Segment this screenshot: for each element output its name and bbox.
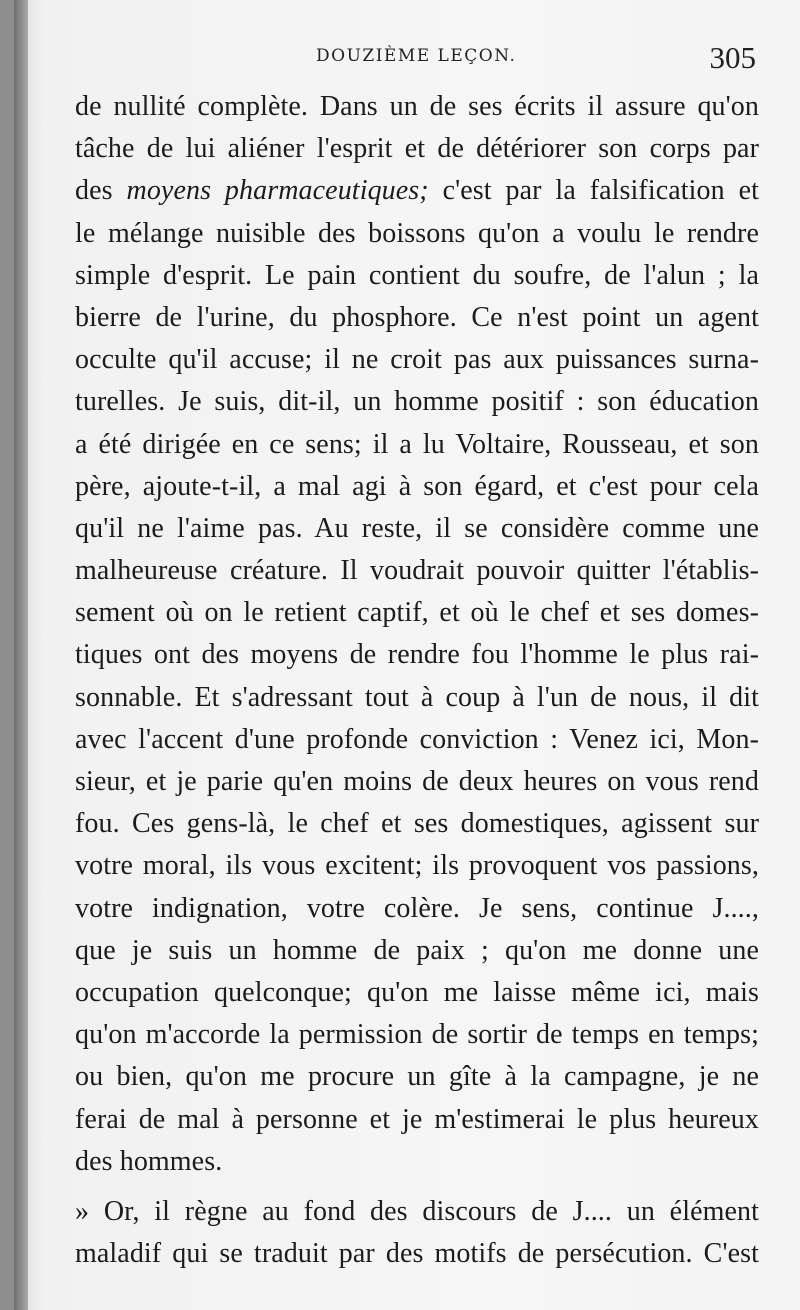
page-number: 305: [709, 40, 756, 75]
text-line: votre moral, ils vous excitent; ils provoquent vos passions,: [75, 850, 759, 882]
italic-phrase: moyens pharmaceutiques;: [126, 175, 429, 207]
text-line: sonnable. Et s'adressant tout à coup à l'un de nous, il dit: [75, 681, 759, 713]
text-line: que je suis un homme de paix ; qu'on me donne une: [75, 934, 759, 966]
page-gutter-shadow: [14, 0, 28, 1310]
text-line: ou bien, qu'on me procure un gîte à la campagne, je ne: [75, 1061, 759, 1093]
text-line: qu'il ne l'aime pas. Au reste, il se considère comme une: [75, 512, 759, 544]
text-line: de nullité complète. Dans un de ses écrits il assure qu'on: [75, 91, 759, 122]
body-text: [75, 86, 759, 1275]
text-line: malheureuse créature. Il voudrait pouvoir quitter l'établis-: [75, 555, 759, 587]
page-header: [14, 40, 800, 78]
text-line: votre indignation, votre colère. Je sens, continue J....,: [75, 892, 759, 924]
running-head: DOUZIÈME LEÇON.: [316, 46, 517, 66]
text-line: qu'on m'accorde la permission de sortir de temps en temps;: [75, 1019, 759, 1051]
text-line: sement où on le retient captif, et où le chef et ses domes-: [75, 597, 759, 629]
text-line: tiques ont des moyens de rendre fou l'homme le plus rai-: [75, 639, 759, 671]
book-page: [14, 0, 800, 1310]
text-segment: des: [75, 175, 127, 207]
text-line: occulte qu'il accuse; il ne croit pas aux puissances surna-: [75, 344, 759, 376]
text-line: maladif qui se traduit par des motifs de persécution. C'est: [75, 1238, 759, 1270]
text-line: ferai de mal à personne et je m'estimerai le plus heureux: [75, 1103, 759, 1135]
text-line: tâche de lui aliéner l'esprit et de détériorer son corps par: [75, 133, 759, 165]
text-line: père, ajoute-t-il, a mal agi à son égard, et c'est pour cela: [75, 470, 759, 502]
text-segment: c'est par la falsification et: [428, 175, 760, 207]
text-line: avec l'accent d'une profonde conviction : Venez ici, Mon-: [75, 723, 759, 755]
text-line: fou. Ces gens-là, le chef et ses domestiques, agissent sur: [75, 808, 759, 840]
text-line: le mélange nuisible des boissons qu'on a voulu le rendre: [75, 217, 759, 249]
text-line: simple d'esprit. Le pain contient du soufre, de l'alun ; la: [75, 259, 759, 291]
text-line: sieur, et je parie qu'en moins de deux heures on vous rend: [75, 766, 759, 797]
text-line: des hommes.: [75, 1145, 223, 1177]
text-line: » Or, il règne au fond des discours de J.... un élément: [75, 1195, 759, 1227]
text-line: a été dirigée en ce sens; il a lu Voltaire, Rousseau, et son: [75, 428, 759, 460]
text-line: occupation quelconque; qu'on me laisse même ici, mais: [75, 976, 759, 1008]
text-line: bierre de l'urine, du phosphore. Ce n'est point un agent: [75, 301, 759, 333]
text-line: turelles. Je suis, dit-il, un homme positif : son éducation: [75, 386, 759, 418]
text-line: [75, 170, 759, 212]
